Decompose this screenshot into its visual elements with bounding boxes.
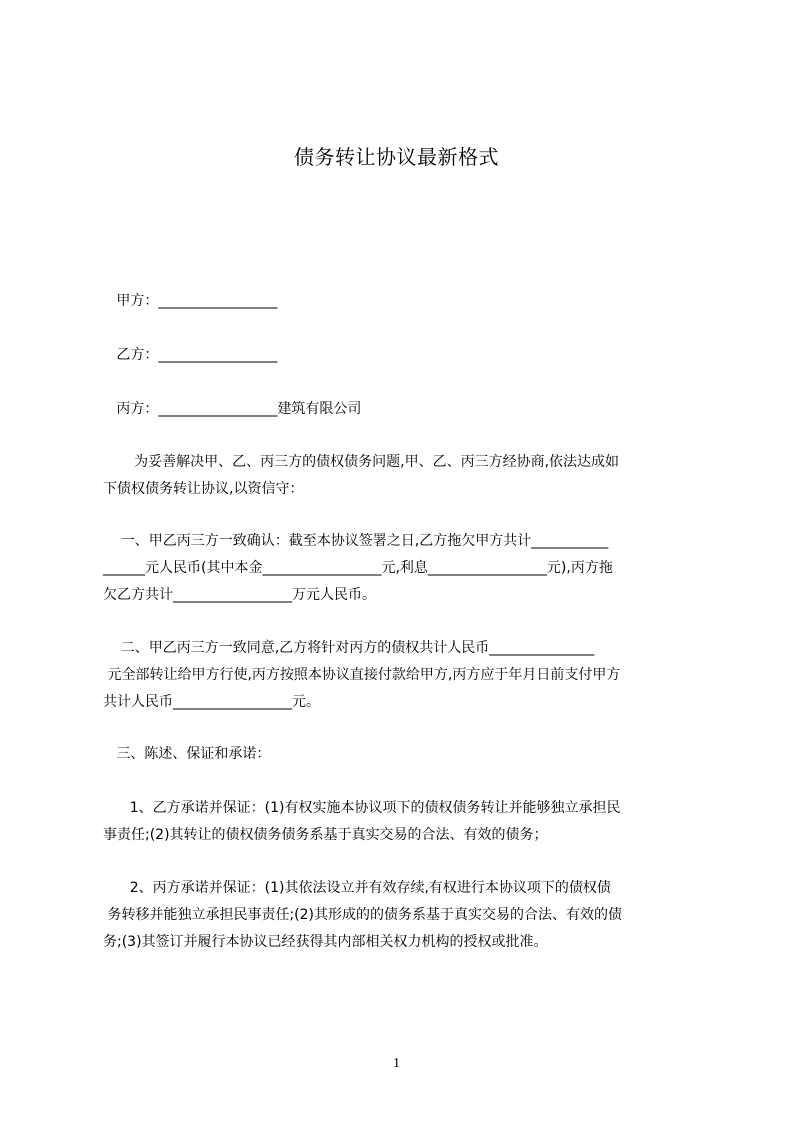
party-b-line: 乙方：_________________ bbox=[103, 347, 278, 363]
clause-3-item-1-line-2: 事责任;(2)其转让的债权债务债务系基于真实交易的合法、有效的债务； bbox=[103, 827, 548, 843]
party-a-line: 甲方：_________________ bbox=[103, 293, 278, 309]
document-title: 债务转让协议最新格式 bbox=[294, 145, 499, 169]
clause-3-heading: 三、陈述、保证和承诺： bbox=[103, 746, 271, 762]
page-number: 1 bbox=[393, 1056, 400, 1071]
intro-paragraph-line-2: 下债权债务转让协议,以资信守： bbox=[103, 481, 304, 497]
clause-1-line-2: ______元人民币(其中本金_________________元,利息_________________元),丙方拖 bbox=[103, 560, 613, 576]
clause-3-item-2-line-1: 2、丙方承诺并保证：(1)其依法设立并有效存续,有权进行本协议项下的债权债 bbox=[103, 880, 611, 896]
clause-3-item-2-line-3: 务;(3)其签订并履行本协议已经获得其内部相关权力机构的授权或批准。 bbox=[103, 934, 548, 950]
clause-2-line-3: 共计人民币_________________元。 bbox=[103, 694, 320, 710]
clause-3-item-1-line-1: 1、乙方承诺并保证：(1)有权实施本协议项下的债权债务转让并能够独立承担民 bbox=[103, 800, 621, 816]
party-c-line: 丙方：_________________建筑有限公司 bbox=[103, 401, 362, 417]
clause-1-line-1: 一、甲乙丙三方一致确认：截至本协议签署之日,乙方拖欠甲方共计___________ bbox=[103, 533, 609, 549]
clause-2-line-1: 二、甲乙丙三方一致同意,乙方将针对丙方的债权共计人民币_______________ bbox=[103, 640, 595, 656]
clause-3-item-2-line-2: 务转移并能独立承担民事责任;(2)其形成的的债务系基于真实交易的合法、有效的债 bbox=[103, 907, 622, 923]
clause-1-line-3: 欠乙方共计_________________万元人民币。 bbox=[103, 587, 376, 603]
clause-2-line-2: 元全部转让给甲方行使,丙方按照本协议直接付款给甲方,丙方应于年月日前支付甲方 bbox=[103, 667, 621, 683]
intro-paragraph-line-1: 为妥善解决甲、乙、丙三方的债权债务问题,甲、乙、丙三方经协商,依法达成如 bbox=[103, 454, 620, 470]
